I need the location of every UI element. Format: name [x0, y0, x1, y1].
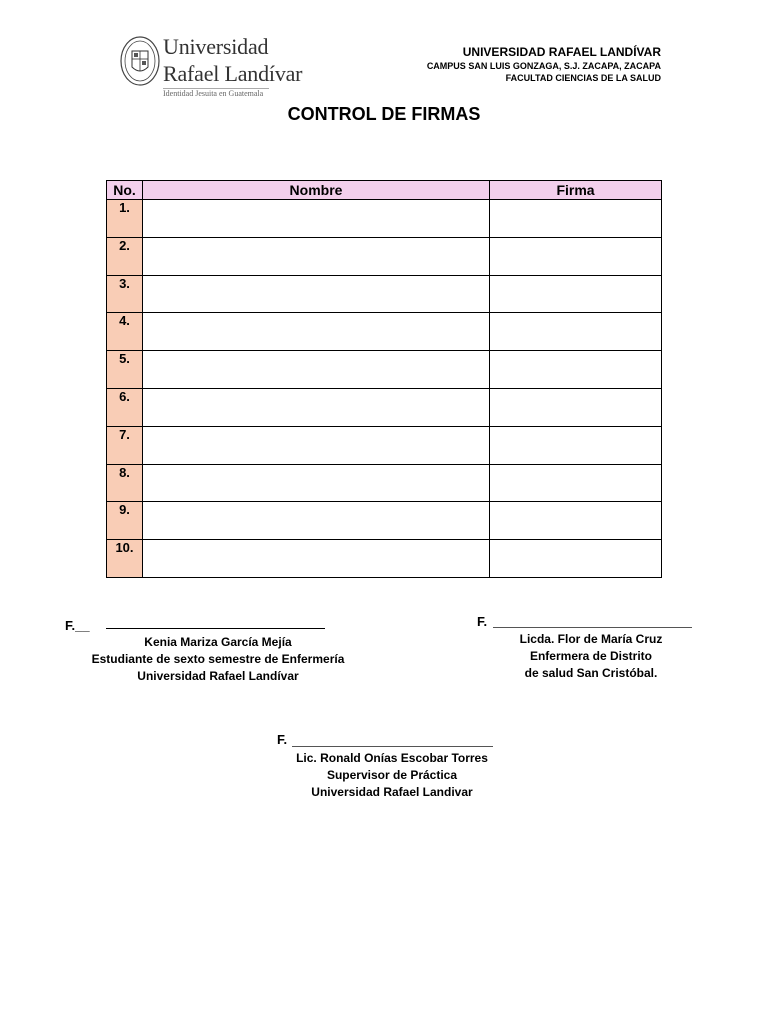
signature-prefix: F.__ [65, 618, 90, 633]
table-row [107, 200, 662, 238]
name-cell[interactable] [143, 200, 490, 238]
row-number: 2. [107, 237, 143, 275]
table-row [107, 237, 662, 275]
signature-details [277, 750, 507, 801]
signature-prefix: F. [277, 732, 288, 747]
table-row [107, 388, 662, 426]
table-row [107, 464, 662, 502]
signature-cell[interactable] [490, 540, 662, 578]
name-cell[interactable] [143, 275, 490, 313]
signature-cell[interactable] [490, 237, 662, 275]
row-number: 4. [107, 313, 143, 351]
name-cell[interactable] [143, 351, 490, 389]
row-number: 8. [107, 464, 143, 502]
column-header-no: No. [107, 181, 143, 200]
table-row [107, 540, 662, 578]
table-row [107, 351, 662, 389]
signature-cell[interactable] [490, 464, 662, 502]
row-number: 3. [107, 275, 143, 313]
signature-cell[interactable] [490, 502, 662, 540]
name-cell[interactable] [143, 540, 490, 578]
signer-role: Supervisor de Práctica [326, 768, 458, 782]
signature-cell[interactable] [490, 313, 662, 351]
row-number: 9. [107, 502, 143, 540]
signature-cell[interactable] [490, 200, 662, 238]
logo-line-2: Rafael Landívar [163, 61, 303, 86]
table-row [107, 275, 662, 313]
table-row [107, 313, 662, 351]
signature-prefix: F. [477, 614, 488, 629]
signer-role: Estudiante de sexto semestre de Enfermería [91, 652, 345, 666]
signature-details [478, 631, 704, 682]
column-header-nombre: Nombre [143, 181, 490, 200]
table-row [107, 502, 662, 540]
signature-line[interactable] [106, 628, 325, 629]
logo-line-1: Universidad [163, 34, 269, 59]
name-cell[interactable] [143, 313, 490, 351]
signer-org: Universidad Rafael Landívar [137, 669, 299, 683]
row-number: 5. [107, 351, 143, 389]
name-cell[interactable] [143, 502, 490, 540]
row-number: 1. [107, 200, 143, 238]
row-number: 10. [107, 540, 143, 578]
signature-table [106, 180, 662, 578]
signer-name: Lic. Ronald Onías Escobar Torres [296, 751, 488, 765]
signature-cell[interactable] [490, 275, 662, 313]
signer-name: Kenia Mariza García Mejía [144, 635, 292, 649]
name-cell[interactable] [143, 237, 490, 275]
signature-line[interactable] [292, 746, 493, 747]
signer-name: Licda. Flor de María Cruz [519, 632, 663, 646]
signer-role: Enfermera de Distrito [529, 649, 653, 663]
column-header-firma: Firma [490, 181, 662, 200]
signer-org: Universidad Rafael Landivar [311, 785, 473, 799]
row-number: 7. [107, 426, 143, 464]
header-faculty: FACULTAD CIENCIAS DE LA SALUD [505, 73, 661, 83]
signature-block-student [65, 614, 365, 694]
signature-line[interactable] [493, 627, 692, 628]
header-university: UNIVERSIDAD RAFAEL LANDÍVAR [462, 45, 661, 59]
table-header-row [107, 181, 662, 200]
page-title: CONTROL DE FIRMAS [287, 104, 481, 124]
signature-block-supervisor [277, 731, 507, 811]
university-logo [120, 34, 303, 98]
name-cell[interactable] [143, 464, 490, 502]
signer-org: de salud San Cristóbal. [524, 666, 658, 680]
logo-tagline: Identidad Jesuita en Guatemala [163, 88, 269, 98]
table-row [107, 426, 662, 464]
signature-details [65, 634, 371, 685]
row-number: 6. [107, 388, 143, 426]
signature-cell[interactable] [490, 351, 662, 389]
signature-cell[interactable] [490, 426, 662, 464]
university-seal-icon [120, 35, 160, 87]
header-campus: CAMPUS SAN LUIS GONZAGA, S.J. ZACAPA, ZACAPA [426, 61, 661, 71]
name-cell[interactable] [143, 426, 490, 464]
name-cell[interactable] [143, 388, 490, 426]
signature-cell[interactable] [490, 388, 662, 426]
signature-block-nurse [477, 613, 707, 693]
